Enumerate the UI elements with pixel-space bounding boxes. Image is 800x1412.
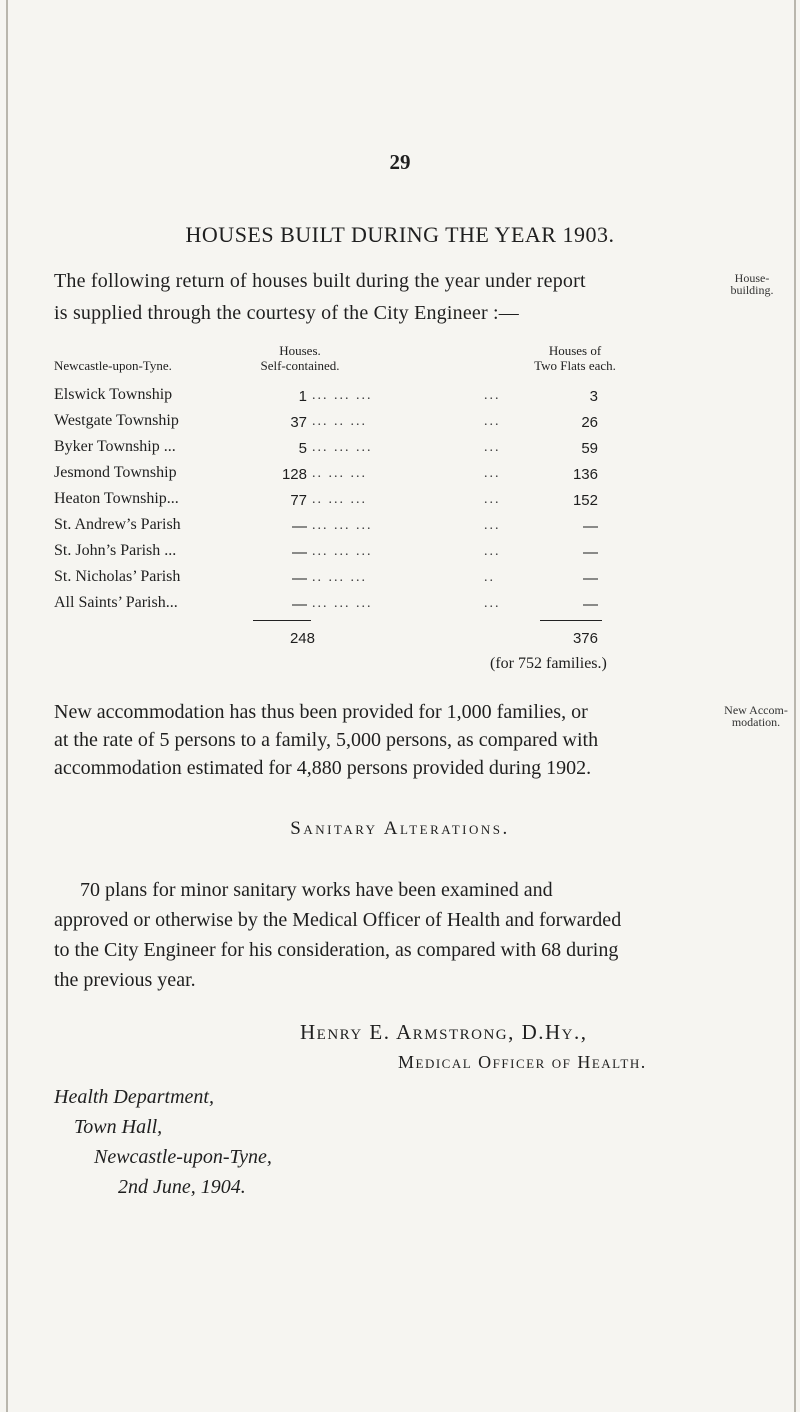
row-label: Heaton Township... [54, 490, 179, 507]
row-two-flats: — [583, 596, 598, 613]
accommodation-line-3: accommodation estimated for 4,880 persons provided during 1902. [54, 757, 592, 779]
row-self-contained: 128 [281, 466, 307, 483]
row-two-flats: 136 [572, 466, 598, 483]
row-leader: .. [484, 570, 495, 585]
row-self-contained: 5 [298, 440, 307, 457]
intro-line-2: is supplied through the courtesy of the City Engineer :— [54, 302, 520, 324]
row-leader: ... ... ... [312, 596, 373, 611]
families-note: (for 752 families.) [490, 655, 607, 672]
signature-name: Henry E. Armstrong, D.Hy., [300, 1020, 588, 1044]
row-leader: ... [484, 596, 501, 611]
row-label: St. Nicholas’ Parish [54, 568, 181, 585]
row-label: Jesmond Township [54, 464, 177, 481]
row-label: St. Andrew’s Parish [54, 516, 181, 533]
row-two-flats: 26 [581, 414, 598, 431]
row-label: Byker Township ... [54, 438, 176, 455]
row-label: Elswick Township [54, 386, 173, 403]
row-label: All Saints’ Parish... [54, 594, 178, 611]
row-self-contained: — [292, 570, 307, 587]
row-leader: ... [484, 544, 501, 559]
row-self-contained: 37 [290, 414, 307, 431]
address-line-4: 2nd June, 1904. [118, 1176, 246, 1198]
row-two-flats: 3 [589, 388, 598, 405]
accommodation-line-1: New accommodation has thus been provided for 1,000 families, or [54, 701, 588, 723]
row-two-flats: — [583, 570, 598, 587]
total-rule-self-contained [253, 620, 311, 621]
address-line-3: Newcastle-upon-Tyne, [94, 1146, 272, 1168]
row-self-contained: 77 [290, 492, 307, 509]
row-two-flats: 59 [581, 440, 598, 457]
margin-note-house-building: House- building. [730, 271, 774, 297]
page-title: HOUSES BUILT DURING THE YEAR 1903. [185, 222, 615, 247]
left-page-edge [6, 0, 8, 1412]
row-leader: ... ... ... [312, 440, 373, 455]
intro-line-1: The following return of houses built during the year under report [54, 270, 586, 292]
row-leader: ... [484, 518, 501, 533]
row-leader: ... [484, 388, 501, 403]
total-self-contained: 248 [289, 630, 315, 647]
accommodation-line-2: at the rate of 5 persons to a family, 5,000 persons, as compared with [54, 729, 599, 751]
sanitary-line-3: to the City Engineer for his consideration, as compared with 68 during [54, 939, 619, 961]
row-self-contained: 1 [298, 388, 307, 405]
row-leader: ... ... ... [312, 544, 373, 559]
row-leader: ... [484, 466, 501, 481]
row-leader: .. ... ... [312, 466, 367, 481]
row-two-flats: 152 [572, 492, 598, 509]
sanitary-line-4: the previous year. [54, 969, 196, 991]
row-leader: .. ... ... [312, 492, 367, 507]
row-self-contained: — [292, 596, 307, 613]
row-label: St. John’s Parish ... [54, 542, 177, 559]
table-col-header-two-flats: Houses of Two Flats each. [534, 343, 616, 373]
row-leader: ... ... ... [312, 388, 373, 403]
signature-role: Medical Officer of Health. [398, 1052, 647, 1072]
row-label: Westgate Township [54, 412, 179, 429]
row-leader: ... ... ... [312, 518, 373, 533]
sanitary-line-1: 70 plans for minor sanitary works have been examined and [80, 879, 553, 901]
address-line-2: Town Hall, [74, 1116, 163, 1138]
row-self-contained: — [292, 518, 307, 535]
row-self-contained: — [292, 544, 307, 561]
address-line-1: Health Department, [54, 1086, 214, 1108]
total-two-flats: 376 [572, 630, 598, 647]
table-col-header-place: Newcastle-upon-Tyne. [54, 358, 172, 373]
row-leader: ... [484, 440, 501, 455]
row-leader: ... [484, 414, 501, 429]
margin-note-new-accommodation: New Accom- modation. [724, 703, 788, 729]
page-number: 29 [389, 150, 411, 174]
row-leader: ... .. ... [312, 414, 367, 429]
row-two-flats: — [583, 544, 598, 561]
table-col-header-self-contained: Houses. Self-contained. [260, 343, 340, 373]
sanitary-line-2: approved or otherwise by the Medical Officer of Health and forwarded [54, 909, 622, 931]
sanitary-heading: Sanitary Alterations. [290, 818, 510, 839]
row-leader: .. ... ... [312, 570, 367, 585]
row-two-flats: — [583, 518, 598, 535]
total-rule-two-flats [540, 620, 602, 621]
row-leader: ... [484, 492, 501, 507]
